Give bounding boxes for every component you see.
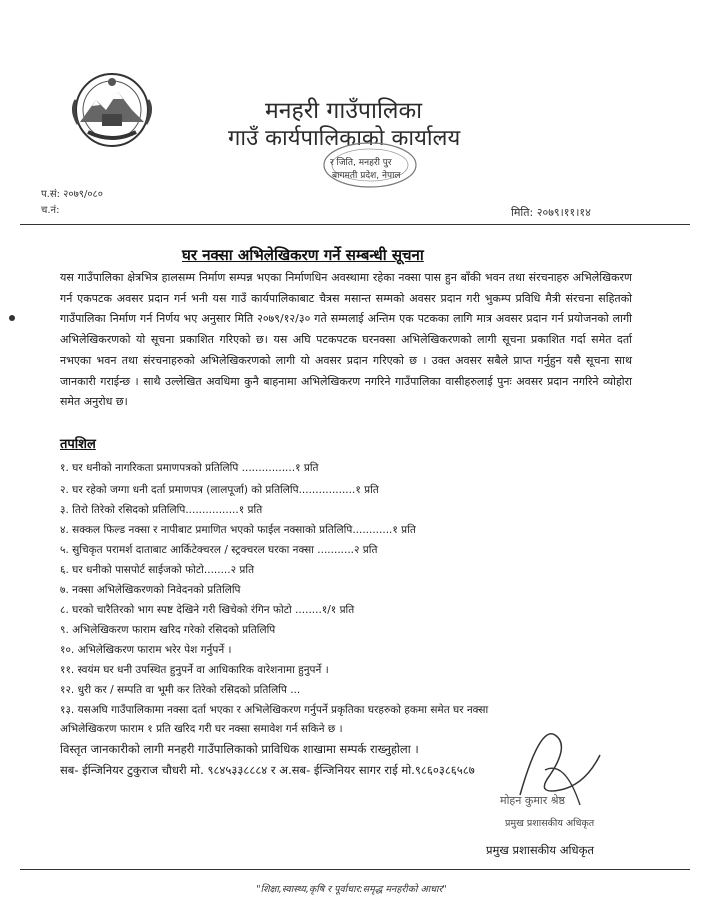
dispatch-number: च.नं: <box>41 205 60 216</box>
letter-date: मिति: २०७९।११।१४ <box>511 206 591 219</box>
stamp-text-2: बागमती प्रदेश, नेपाल <box>332 171 401 181</box>
list-item: ११. स्वयंम घर धनी उपस्थित हुनुपर्ने वा आधिकारिक वारेशनामा हुनुपर्ने । <box>60 664 329 676</box>
list-item: ८. घरको चारैतिरको भाग स्पष्ट देखिने गरी खिचेको रंगिन फोटो ........१/१ प्रति <box>60 604 355 616</box>
stamp-text-1: र जिति, मनहरी पुर <box>330 158 392 168</box>
reference-number: प.सं: २०७९/०८० <box>41 189 103 200</box>
list-item: ५. सुचिकृत परामर्श दाताबाट आर्किटेक्चरल / स्ट्रक्चरल घरका नक्सा ...........२ प्रति <box>60 544 378 556</box>
list-item: १२. धुरी कर / सम्पति वा भूमी कर तिरेको रसिदको प्रतिलिपि ... <box>60 684 301 696</box>
list-item: १३. यसअघि गाउँपालिकामा नक्सा दर्ता भएका र अभिलेखिकरण गर्नुपर्ने प्रकृतिका घरहरुको हकमा समेत घर नक्सा <box>60 704 489 716</box>
list-item: ६. घर धनीको पासपोर्ट साईजको फोटो........२ प्रति <box>60 564 255 576</box>
punch-hole-mark <box>9 315 15 321</box>
signature-name-scrawl: मोहन कुमार श्रेष्ठ <box>500 794 566 807</box>
header-divider <box>20 224 690 225</box>
list-item: २. घर रहेको जग्गा धनी दर्ता प्रमाणपत्र (लालपूर्जा) को प्रतिलिपि.................१ प्रति <box>60 484 379 496</box>
footer-divider <box>20 869 690 870</box>
list-item: ७. नक्सा अभिलेखिकरणको निवेदनको प्रतिलिपि <box>60 584 241 596</box>
notice-body: यस गाउँपालिका क्षेत्रभित्र हालसम्म निर्माण सम्पन्न भएका निर्माणधिन अवस्थामा रहेका नक्सा पास हुन बाँकी भवन तथा संरचनाहरु अभिलेखिकरण गर्न एकपटक अवसर प्रदान गर्न भनी यस गाउँ कार्यपालिकाबाट चैत्रस मसान्त सम्मको अवसर प्रदान गरी भुकम्प प्रविधि मैत्री संरचना सहितको गाउँपालिका निर्माण गर्न निर्णय भए अनुसार मिति २०७९/१२/३० गते सम्मलाई अन्तिम एक पटकका लागि मात्र अवसर प्रदान गर्न प्रयोजनको लागी अभिलेखिकरणको यो सूचना प्रकाशित गरिएको छ। यस अघि पटकपटक घरनक्सा अभिलेखिकरणको लागी सूचना प्रकाशित गर्दा समेत दर्ता नभएका भवन तथा संरचनाहरुको अभिलेखिकरणको लागी यो अवसर प्रदान गरिएको छ । उक्त अवसर सबैले प्राप्त गर्नुहुन यसै सूचना साथ जानकारी गराईन्छ । साथै उल्लेखित अवधिमा कुनै बाहनामा अभिलेखिकरण नगरिने गाउँपालिका वासीहरुलाई पुनः अवसर प्रदान नगरिने व्योहोरा समेत अनुरोध छ। <box>60 271 632 409</box>
engineer-contact-line: सब- ईन्जिनियर टुकुराज चौधरी मो. ९८४५३३८८८४ र अ.सब- ईन्जिनियर सागर राई मो.९८६०३८६५८७ <box>60 763 475 777</box>
list-item-continuation: अभिलेखिकरण फाराम १ प्रति खरिद गरी घर नक्सा समावेश गर्न सकिने छ । <box>60 723 343 735</box>
list-item: ९. अभिलेखिकरण फाराम खरिद गरेको रसिदको प्रतिलिपि <box>60 624 276 636</box>
details-heading: तपशिल <box>60 437 96 452</box>
list-item: १. घर धनीको नागरिकता प्रमाणपत्रको प्रतिलिपि ................१ प्रति <box>60 462 319 474</box>
office-name: मनहरी गाउँपालिका <box>265 98 423 124</box>
list-item: ४. सक्कल फिल्ड नक्सा र नापीबाट प्रमाणित भएको फाईल नक्साको प्रतिलिपि............१ प्रति <box>60 524 416 536</box>
list-item: ३. तिरो तिरेको रसिदको प्रतिलिपि................१ प्रति <box>60 504 263 516</box>
notice-title: घर नक्सा अभिलेखिकरण गर्ने सम्बन्धी सूचना <box>182 246 424 264</box>
contact-info-line: विस्तृत जानकारीको लागी मनहरी गाउँपालिकाको प्राविधिक शाखामा सम्पर्क राख्नुहोला । <box>60 742 419 756</box>
nepal-government-emblem <box>66 70 158 150</box>
signature-stamp: प्रमुख प्रशासकीय अधिकृत <box>505 818 595 829</box>
office-subtitle: गाउँ कार्यपालिकाको कार्यालय <box>228 126 461 151</box>
footer-slogan: "शिक्षा,स्वास्थ्य,कृषि र पूर्वाधार:समृद्ध मनहरीको आधार" <box>256 884 447 895</box>
list-item: १०. अभिलेखिकरण फाराम भरेर पेश गर्नुपर्ने । <box>60 644 232 656</box>
signatory-title: प्रमुख प्रशासकीय अधिकृत <box>486 843 594 857</box>
